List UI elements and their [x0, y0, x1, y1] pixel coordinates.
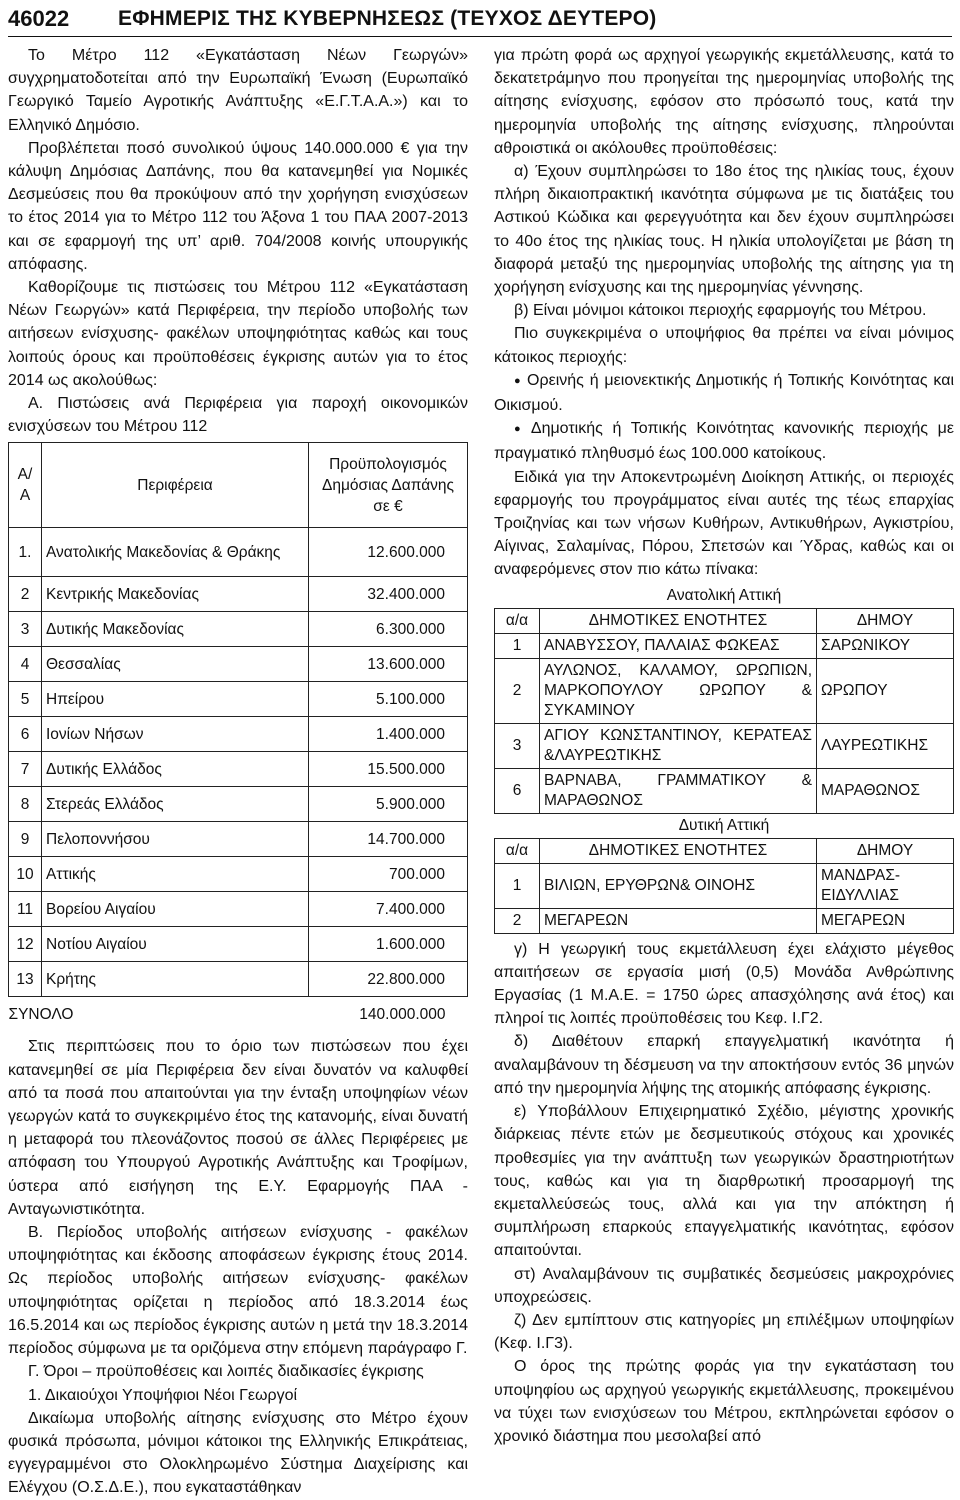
table-row	[9, 647, 468, 682]
row-region: Ανατολικής Μακεδονίας & Θράκης	[42, 528, 309, 577]
header-units: ΔΗΜΟΤΙΚΕΣ ΕΝΟΤΗΤΕΣ	[540, 838, 817, 863]
header-budget: Προϋπολογισμός Δημόσιας Δαπάνης σε €	[309, 443, 468, 528]
row-number: 11	[9, 892, 42, 927]
table-total-row	[9, 997, 468, 1032]
caption-row	[495, 813, 954, 838]
bullet-text: Δημοτικής ή Τοπικής Κοινότητας κανονικής περιοχής με πραγματικό πληθυσμό έως 100.000 κατοίκους.	[494, 420, 954, 463]
row-units: ΒΙΛΙΩΝ, ΕΡΥΘΡΩΝ& ΟΙΝΟΗΣ	[540, 863, 817, 908]
paragraph: Προβλέπεται ποσό συνολικού ύψους 140.000.000 € για την κάλυψη Δημόσιας Δαπάνης, που θα κατανεμηθεί για Νομικές Δεσμεύσεις που θα προκύψουν από την χορήγηση ενισχύσεων το έτος 2014 για το Μέτρο 112 του Άξονα 1 του ΠΑΑ 2007-2013 και σε εφαρμογή της υπ’ αριθ. 704/2008 κοινής υπουργικής απόφασης.	[8, 139, 468, 273]
east-attica-caption: Ανατολική Αττική	[495, 584, 954, 609]
table-row	[495, 658, 954, 723]
row-units: ΜΕΓΑΡΕΩΝ	[540, 908, 817, 933]
table-header-row	[495, 608, 954, 633]
row-number: 2	[495, 908, 540, 933]
subsection-heading: 1. Δικαιούχοι Υποψήφιοι Νέοι Γεωργοί	[28, 1386, 298, 1404]
paragraph: β) Είναι μόνιμοι κάτοικοι περιοχής εφαρμογής του Μέτρου.	[514, 302, 927, 320]
paragraph: Στις περιπτώσεις που το όριο των πιστώσεων που έχει κατανεμηθεί σε μία Περιφέρεια δεν είναι δυνατόν να καλυφθεί από τα ποσά που απαιτούνται για την ένταξη υποψηφίων νέων γεωργών κατά το συγκεκριμένο έτος της κατανομής, είναι δυνατή η μεταφορά του πλεονάζοντος ποσού σε άλλες Περιφέρειες με απόφαση του Υπουργού Αγροτικής Ανάπτυξης και Τροφίμων, ύστερα από εισήγηση της Ε.Υ. Εφαρμογής ΠΑΑ - Ανταγωνιστικότητα.	[8, 1038, 468, 1218]
row-amount: 14.700.000	[309, 822, 468, 857]
row-amount: 700.000	[309, 857, 468, 892]
paragraph: δ) Διαθέτουν επαρκή επαγγελματική ικανότητα ή αναλαμβάνουν τη δέσμευση να την αποκτήσουν εντός 36 μηνών από την ημερομηνία λήψης της ατομικής απόφασης έγκρισης.	[494, 1033, 954, 1097]
table-header-row	[9, 443, 468, 528]
row-region: Ηπείρου	[42, 682, 309, 717]
row-amount: 12.600.000	[309, 528, 468, 577]
row-units: ΑΓΙΟΥ ΚΩΝΣΤΑΝΤΙΝΟΥ, ΚΕΡΑΤΕΑΣ &ΛΑΥΡΕΩΤΙΚΗΣ	[540, 723, 817, 768]
table-row	[9, 857, 468, 892]
total-label: ΣΥΝΟΛΟ	[8, 1005, 74, 1023]
west-attica-caption: Δυτική Αττική	[495, 813, 954, 838]
paragraph: γ) Η γεωργική τους εκμετάλλευση έχει ελάχιστο μέγεθος απαιτήσεων σε εργασία μισή (0,5) Μονάδα Ανθρώπινης Εργασίας (1 Μ.Α.Ε. = 1750 ώρες απασχόλησης ανά έτος) και πληροί τις λοιπές προϋποθέσεις του Κεφ. Ι.Γ2.	[494, 940, 954, 1028]
total-amount: 140.000.000	[359, 1005, 446, 1023]
regional-credits-table	[8, 442, 468, 1031]
table-row	[495, 863, 954, 908]
row-number: 2	[495, 658, 540, 723]
header-municipality: ΔΗΜΟΥ	[817, 838, 954, 863]
attica-areas-table	[494, 584, 954, 934]
row-amount: 15.500.000	[309, 752, 468, 787]
row-number: 8	[9, 787, 42, 822]
header-municipality: ΔΗΜΟΥ	[817, 608, 954, 633]
row-number: 3	[9, 612, 42, 647]
row-region: Πελοποννήσου	[42, 822, 309, 857]
row-municipality: ΛΑΥΡΕΩΤΙΚΗΣ	[817, 723, 954, 768]
row-number: 10	[9, 857, 42, 892]
table-row	[495, 908, 954, 933]
table-row	[9, 822, 468, 857]
row-region: Θεσσαλίας	[42, 647, 309, 682]
row-number: 1.	[9, 528, 42, 577]
row-units: ΑΝΑΒΥΣΣΟΥ, ΠΑΛΑΙΑΣ ΦΩΚΕΑΣ	[540, 633, 817, 658]
row-municipality: ΜΕΓΑΡΕΩΝ	[817, 908, 954, 933]
row-municipality: ΜΑΝΔΡΑΣ- ΕΙΔΥΛΛΙΑΣ	[817, 863, 954, 908]
table-row	[9, 528, 468, 577]
table-row	[495, 723, 954, 768]
paragraph: για πρώτη φορά ως αρχηγοί γεωργικής εκμετάλλευσης, κατά το δεκατετράμηνο που προηγείται της ημερομηνίας υποβολής της αίτησης ενίσχυσης, εφόσον στο πρόσωπό τους, κατά την ημερομηνία υποβολής της αίτησης ενίσχυσης, πληρούνται αθροιστικά οι ακόλουθες προϋποθέσεις:	[494, 47, 954, 157]
page-number: 46022	[8, 6, 70, 31]
paragraph: Πιο συγκεκριμένα ο υποψήφιος θα πρέπει να είναι μόνιμος κάτοικος περιοχής:	[494, 325, 954, 366]
header-units: ΔΗΜΟΤΙΚΕΣ ΕΝΟΤΗΤΕΣ	[540, 608, 817, 633]
paragraph: Ειδικά για την Αποκεντρωμένη Διοίκηση Αττικής, οι περιοχές εφαρμογής του προγράμματος είναι αυτές της τέως επαρχίας Τροιζηνίας και των νήσων Κυθήρων, Αντικυθήρων, Αγκιστρίου, Αίγινας, Σαλαμίνας, Πόρου, Σπετσών και Ύδρας, καθώς και οι αναφερόμενες στον πιο κάτω πίνακα:	[494, 468, 954, 579]
table-row	[9, 682, 468, 717]
table-row	[495, 768, 954, 813]
table-row	[9, 752, 468, 787]
row-number: 2	[9, 577, 42, 612]
row-region: Στερεάς Ελλάδος	[42, 787, 309, 822]
row-number: 1	[495, 863, 540, 908]
header-aa: α/α	[495, 608, 540, 633]
row-amount: 5.100.000	[309, 682, 468, 717]
row-number: 6	[495, 768, 540, 813]
row-amount: 6.300.000	[309, 612, 468, 647]
row-region: Κρήτης	[42, 962, 309, 997]
row-region: Δυτικής Μακεδονίας	[42, 612, 309, 647]
row-region: Δυτικής Ελλάδος	[42, 752, 309, 787]
table-row	[9, 892, 468, 927]
row-number: 7	[9, 752, 42, 787]
row-number: 12	[9, 927, 42, 962]
row-number: 5	[9, 682, 42, 717]
row-number: 4	[9, 647, 42, 682]
row-amount: 22.800.000	[309, 962, 468, 997]
paragraph: ε) Υποβάλλουν Επιχειρηματικό Σχέδιο, μέγιστης χρονικής διάρκειας πέντε ετών με δεσμευτικούς στόχους και χρονικές προθεσμίες για την ανάπτυξη των γεωργικών δραστηριοτήτων τους, καθώς και για τη διαρθρωτική προσαρμογή της εκμεταλλεύσεώς τους, αλλά και για την απόκτηση ή συμπλήρωση επαρκούς επαγγελματικής ικανότητας, εφόσον απαιτούνται.	[494, 1103, 954, 1260]
row-region: Νοτίου Αιγαίου	[42, 927, 309, 962]
table-row	[9, 962, 468, 997]
row-amount: 13.600.000	[309, 647, 468, 682]
paragraph: ζ) Δεν εμπίπτουν στις κατηγορίες μη επιλέξιμων υποψηφίων (Κεφ. Ι.Γ3).	[494, 1311, 954, 1353]
table-row	[9, 927, 468, 962]
table-row	[9, 787, 468, 822]
paragraph: Καθορίζουμε τις πιστώσεις του Μέτρου 112 «Εγκατάσταση Νέων Γεωργών» κατά Περιφέρεια, την περίοδο υποβολής των αιτήσεων ενίσχυσης- φακέλων υποψηφιότητας καθώς και τους λοιπούς όρους και προϋποθέσεις έγκρισης αυτών για το έτος 2014 ως ακολούθως:	[8, 279, 468, 389]
paragraph: στ) Αναλαμβάνουν τις συμβατικές δεσμεύσεις μακροχρόνιες υποχρεώσεις.	[494, 1265, 954, 1306]
bullet-item	[494, 417, 954, 465]
row-number: 6	[9, 717, 42, 752]
bullet-text: Ορεινής ή μειονεκτικής Δημοτικής ή Τοπικής Κοινότητας και Οικισμού.	[494, 371, 954, 415]
table-header-row	[495, 838, 954, 863]
table-row	[495, 633, 954, 658]
row-number: 13	[9, 962, 42, 997]
row-region: Βορείου Αιγαίου	[42, 892, 309, 927]
row-municipality: ΣΑΡΩΝΙΚΟΥ	[817, 633, 954, 658]
row-units: ΒΑΡΝΑΒΑ, ΓΡΑΜΜΑΤΙΚΟΥ & ΜΑΡΑΘΩΝΟΣ	[540, 768, 817, 813]
row-amount: 7.400.000	[309, 892, 468, 927]
row-region: Ιονίων Νήσων	[42, 717, 309, 752]
table-row	[9, 577, 468, 612]
bullet-item	[494, 369, 954, 417]
row-amount: 1.600.000	[309, 927, 468, 962]
row-number: 3	[495, 723, 540, 768]
row-number: 9	[9, 822, 42, 857]
row-amount: 32.400.000	[309, 577, 468, 612]
left-column	[8, 44, 468, 1500]
header-region: Περιφέρεια	[42, 443, 309, 528]
row-number: 1	[495, 633, 540, 658]
table-row	[9, 612, 468, 647]
gazette-title: ΕΦΗΜΕΡΙΣ ΤΗΣ ΚΥΒΕΡΝΗΣΕΩΣ (ΤΕΥΧΟΣ ΔΕΥΤΕΡΟ)	[118, 7, 657, 30]
page-header	[8, 2, 952, 37]
row-municipality: ΩΡΩΠΟΥ	[817, 658, 954, 723]
caption-row	[495, 584, 954, 609]
row-region: Αττικής	[42, 857, 309, 892]
paragraph: α) Έχουν συμπληρώσει το 18ο έτος της ηλικίας τους, έχουν πλήρη δικαιοπρακτική ικανότητα σύμφωνα με τις διατάξεις του Αστικού Κώδικα και φερεγγυότητα και δεν έχουν συμπληρώσει το 40ο έτος της ηλικίας τους. Η ηλικία υπολογίζεται με βάση τη διαφορά μεταξύ της ημερομηνίας υποβολής της αίτησης για τη χορήγηση ενίσχυσης και της ημερομηνίας γέννησης.	[494, 163, 954, 297]
row-region: Κεντρικής Μακεδονίας	[42, 577, 309, 612]
section-heading: Α. Πιστώσεις ανά Περιφέρεια για παροχή οικονομικών ενισχύσεων του Μέτρου 112	[8, 395, 468, 436]
table-row	[9, 717, 468, 752]
paragraph: Δικαίωμα υποβολής αίτησης ενίσχυσης στο Μέτρο έχουν φυσικά πρόσωπα, μόνιμοι κάτοικοι της Ελληνικής Επικράτειας, εγγεγραμμένοι στο Ολοκληρωμένο Σύστημα Διαχείρισης και Ελέγχου (Ο.Σ.Δ.Ε.), που εγκαταστάθηκαν	[8, 1409, 468, 1497]
header-aa: Α/Α	[9, 443, 42, 528]
row-amount: 5.900.000	[309, 787, 468, 822]
row-amount: 1.400.000	[309, 717, 468, 752]
section-heading: Γ. Όροι – προϋποθέσεις και λοιπές διαδικασίες έγκρισης	[28, 1363, 424, 1381]
right-column	[494, 44, 954, 1448]
paragraph: Το Μέτρο 112 «Εγκατάσταση Νέων Γεωργών» συγχρηματοδοτείται από την Ευρωπαϊκή Ένωση (Ευρωπαϊκό Γεωργικό Ταμείο Αγροτικής Ανάπτυξης «Ε.Γ.Τ.Α.Α.») και το Ελληνικό Δημόσιο.	[8, 47, 468, 134]
paragraph: Ο όρος της πρώτης φοράς για την εγκατάσταση του υποψηφίου ως αρχηγού γεωργικής εκμετάλλευσης, προκειμένου να τύχει των ενισχύσεων του Μέτρου, εκπληρώνεται εφόσον ο χρονικό διάστημα που μεσολαβεί από	[494, 1358, 954, 1445]
section-heading: Β. Περίοδος υποβολής αιτήσεων ενίσχυσης - φακέλων υποψηφιότητας και έκδοσης αποφάσεων έγκρισης έτους 2014. Ως περίοδος υποβολής αιτήσεων ενίσχυσης- φακέλων υποψηφιότητας ορίζεται η περίοδος από 18.3.2014 έως 16.5.2014 και ως περίοδος έγκρισης αυτών η μετά την 18.3.2014 περίοδος σύμφωνα με τα οριζόμενα στην επόμενη παράγραφο Γ.	[8, 1224, 468, 1358]
header-aa: α/α	[495, 838, 540, 863]
row-municipality: ΜΑΡΑΘΩΝΟΣ	[817, 768, 954, 813]
row-units: ΑΥΛΩΝΟΣ, ΚΑΛΑΜΟΥ, ΩΡΩΠΙΩΝ, ΜΑΡΚΟΠΟΥΛΟΥ ΩΡΩΠΟΥ & ΣΥΚΑΜΙΝΟΥ	[540, 658, 817, 723]
